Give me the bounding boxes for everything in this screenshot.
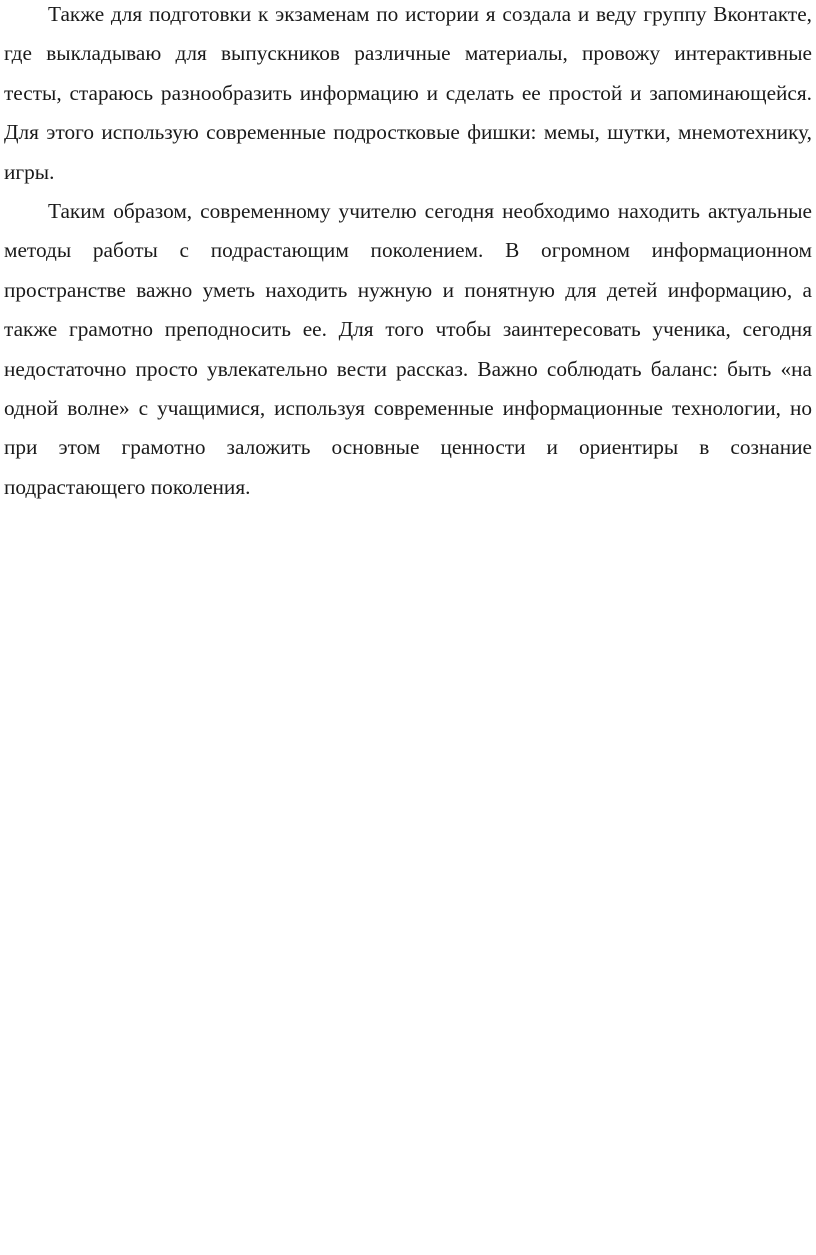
paragraph-exam-preparation: Также для подготовки к экзаменам по истории я создала и веду группу Вконтакте, где выкладываю для выпускников различные материалы, провожу интерактивные тесты, стараюсь разнообразить информацию и сделать ее простой и запоминающейся. Для этого использую современные подростковые фишки: мемы, шутки, мнемотехнику, игры.	[4, 2, 812, 184]
paragraph-conclusion: Таким образом, современному учителю сегодня необходимо находить актуальные методы работы с подрастающим поколением. В огромном информационном пространстве важно уметь находить нужную и понятную для детей информацию, а также грамотно преподносить ее. Для того чтобы заинтересовать ученика, сегодня недостаточно просто увлекательно вести рассказ. Важно соблюдать баланс: быть «на одной волне» с учащимися, используя современные информационные технологии, но при этом грамотно заложить основные ценности и ориентиры в сознание подрастающего поколения.	[4, 199, 812, 499]
